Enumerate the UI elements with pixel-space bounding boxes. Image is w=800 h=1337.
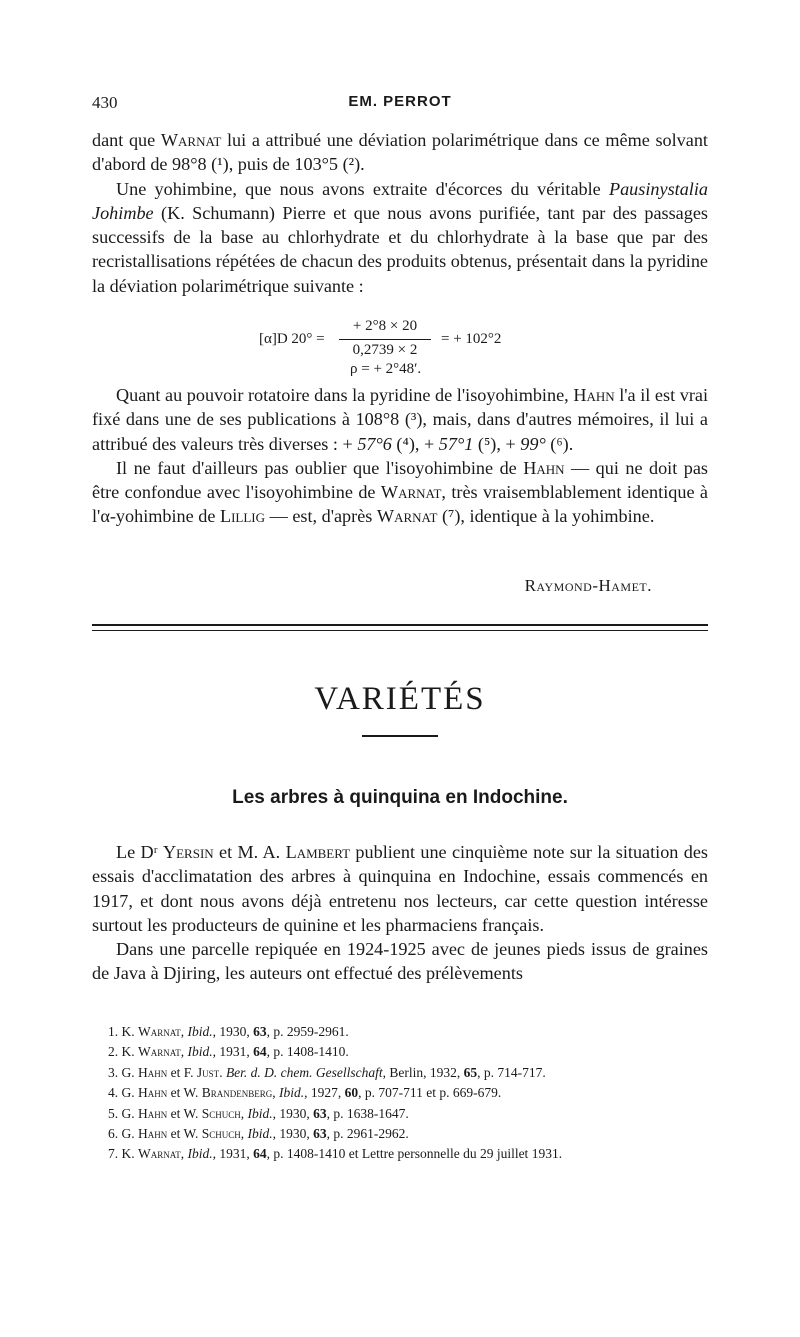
- paragraph-parcel: Dans une parcelle repiquée en 1924-1925 avec de jeunes pieds issus de graines de Java à Djiring, les auteurs ont effectué des prélèvements: [92, 939, 708, 984]
- footnotes: [108, 1022, 708, 1165]
- formula-rhs: = + 102°2: [441, 331, 502, 347]
- paragraph-rotatory-power: Quant au pouvoir rotatoire dans la pyridine de l'isoyohimbine, Hahn l'a il est vrai fixé dans une de ses publications à 108°8 (³), mais, dans d'autres mémoires, il lui a attribué des valeurs très diverses : + 57°6 (⁴), + 57°1 (⁵), + 99° (⁶).: [92, 385, 708, 454]
- author-name: Warnat: [160, 130, 222, 150]
- paragraph-intro: Le Dʳ Yersin et M. A. Lambert publient une cinquième note sur la situation des essais d'acclimatation des arbres à quinquina en Indochine, essais commencés en 1917, et dont nous avons déjà entretenu nos lecteurs, car cette question intéresse surtout les producteurs de quinine et les pharmaciens français.: [92, 842, 708, 935]
- footnote: 7. K. Warnat, Ibid., 1931, 64, p. 1408-1410 et Lettre personnelle du 29 juillet 1931.: [108, 1146, 563, 1162]
- upper-body-text: [92, 128, 708, 298]
- footnote: 5. G. Hahn et W. Schuch, Ibid., 1930, 63, p. 1638-1647.: [108, 1105, 409, 1121]
- running-head: EM. PERROT: [348, 93, 452, 110]
- section-divider-bottom: [92, 630, 708, 631]
- article-body-text: [92, 840, 708, 986]
- article-title: Les arbres à quinquina en Indochine.: [232, 787, 568, 808]
- polarimetric-formula: [255, 318, 555, 378]
- title-underline: [362, 735, 438, 737]
- formula-numerator: + 2°8 × 20: [352, 318, 418, 334]
- paragraph-yohimbine: Une yohimbine, que nous avons extraite d'écorces du véritable Pausinystalia Johimbe (K. Schumann) Pierre et que nous avons purifiée, tant par des passages successifs de la base au chlorhydrate et du chlorhydrate à la base que par des recristallisations répétées de chacun des produits obtenus, présentait dans la pyridine la déviation polarimétrique suivante :: [92, 178, 708, 296]
- paragraph-continuation: dant que Warnat lui a attribué une déviation polarimétrique dans ce même solvant d'abord de 98°8 (¹), puis de 103°5 (²).: [92, 130, 708, 175]
- section-title: VARIÉTÉS: [314, 681, 486, 717]
- author-signature: Raymond-Hamet.: [524, 576, 652, 595]
- footnote: 4. G. Hahn et W. Brandenberg, Ibid., 1927, 60, p. 707-711 et p. 669-679.: [108, 1085, 502, 1101]
- middle-body-text: [92, 383, 708, 529]
- footnote: 1. K. Warnat, Ibid., 1930, 63, p. 2959-2961.: [108, 1024, 349, 1039]
- page-header: [92, 93, 708, 117]
- footnote: 3. G. Hahn et F. Just. Ber. d. D. chem. Gesellschaft, Berlin, 1932, 65, p. 714-717.: [108, 1064, 546, 1080]
- formula-denominator: 0,2739 × 2: [352, 342, 418, 358]
- formula-rho: ρ = + 2°48′.: [350, 361, 422, 377]
- section-divider-top: [92, 624, 708, 626]
- paragraph-isoyohimbine: Il ne faut d'ailleurs pas oublier que l'isoyohimbine de Hahn — qui ne doit pas être confondue avec l'isoyohimbine de Warnat, très vraisemblablement identique à l'α-yohimbine de Lillig — est, d'après Warnat (⁷), identique à la yohimbine.: [92, 457, 708, 527]
- footnote: 2. K. Warnat, Ibid., 1931, 64, p. 1408-1410.: [108, 1044, 349, 1060]
- fraction-bar: [339, 339, 431, 340]
- species-name: Pausinystalia Johimbe: [92, 178, 708, 223]
- author-name: Hahn: [573, 385, 615, 405]
- footnote: 6. G. Hahn et W. Schuch, Ibid., 1930, 63, p. 2961-2962.: [108, 1126, 409, 1142]
- page-number: 430: [92, 93, 118, 112]
- formula-lhs: [α]D 20° =: [259, 331, 325, 347]
